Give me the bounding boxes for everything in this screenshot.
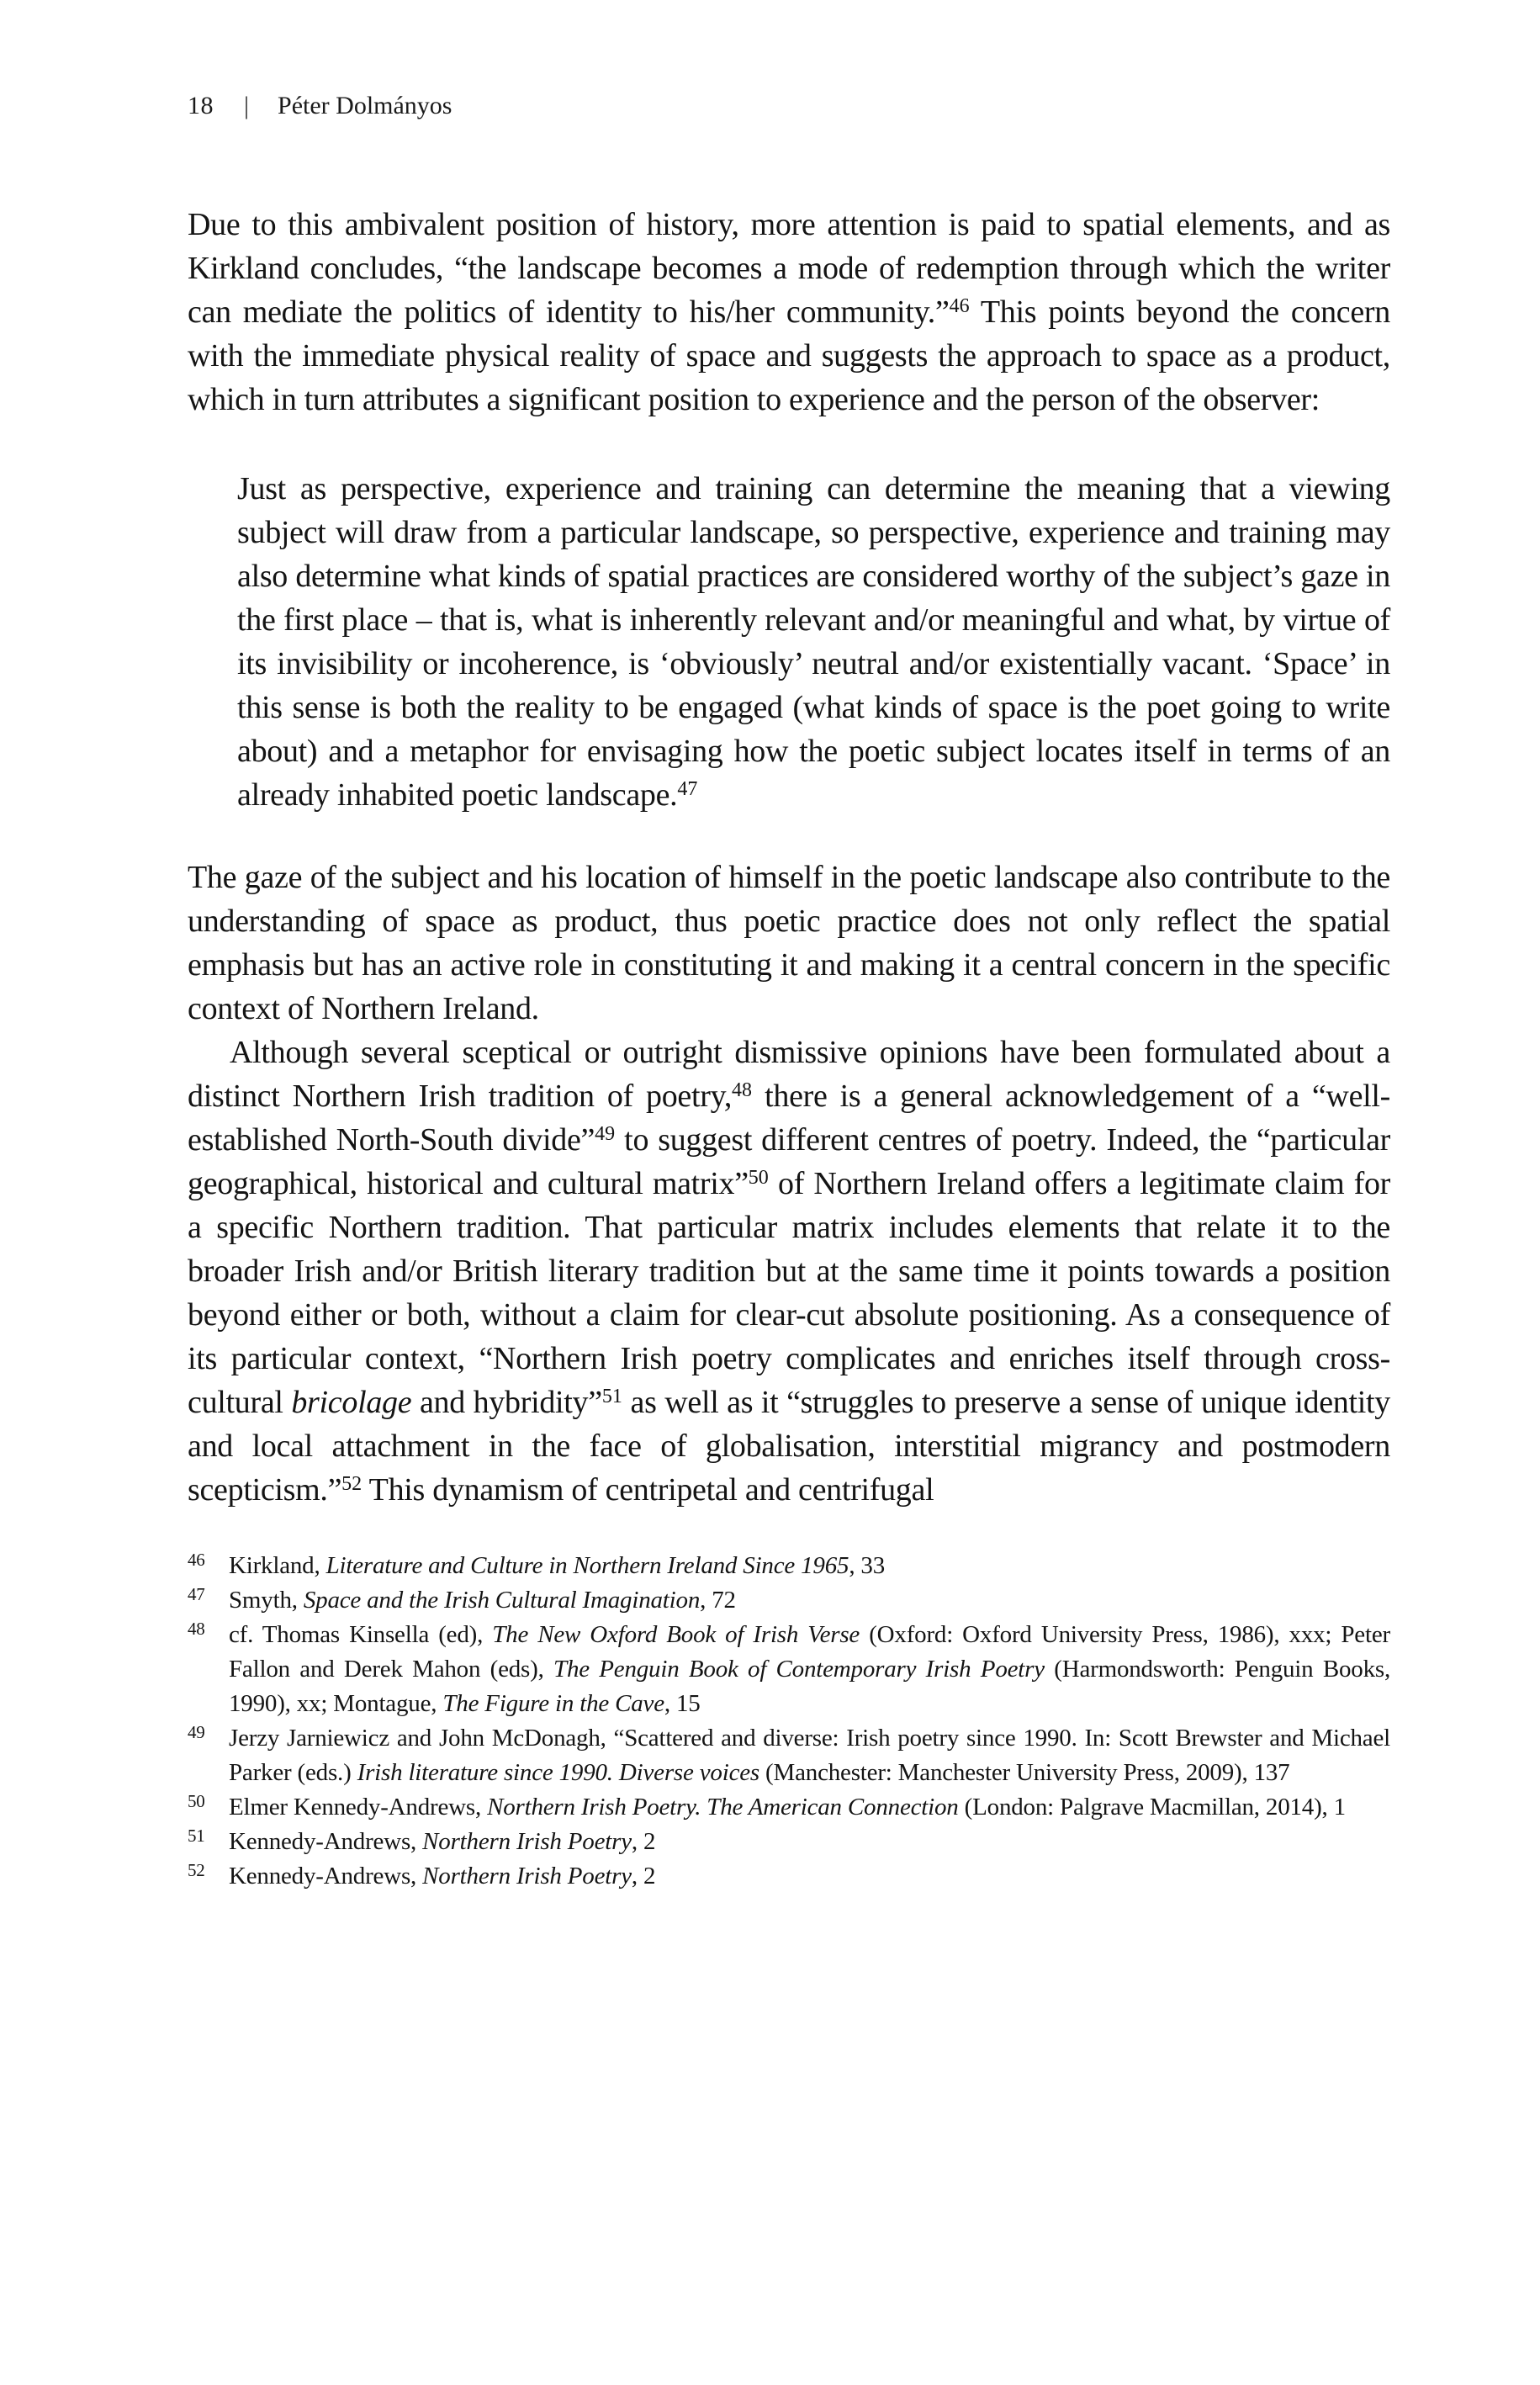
footnote-47 bbox=[188, 1583, 1390, 1618]
paragraph-although bbox=[188, 1031, 1390, 1512]
footnote-segment: cf. Thomas Kinsella (ed), bbox=[229, 1621, 493, 1648]
footnote-ref-51: 51 bbox=[601, 1386, 622, 1408]
footnote-segment: , 15 bbox=[664, 1690, 701, 1717]
footnote-51 bbox=[188, 1825, 1390, 1859]
footnote-segment: Kennedy-Andrews, bbox=[229, 1828, 423, 1855]
paragraph-text: This dynamism of centripetal and centrifugal bbox=[362, 1472, 934, 1508]
footnote-text bbox=[229, 1859, 1390, 1894]
footnote-segment: , 72 bbox=[700, 1587, 736, 1614]
footnote-48 bbox=[188, 1618, 1390, 1721]
header-separator: | bbox=[244, 92, 250, 119]
footnote-title-italic: Literature and Culture in Northern Ireland Since 1965 bbox=[325, 1552, 849, 1579]
footnote-number: 52 bbox=[188, 1860, 205, 1880]
paragraph-intro bbox=[188, 203, 1390, 421]
block-quote bbox=[237, 467, 1390, 817]
footnote-segment: (Harmondsworth: Penguin Books, 1990), xx; Montague, bbox=[229, 1656, 1391, 1717]
footnote-52 bbox=[188, 1859, 1390, 1894]
footnote-segment: (London: Palgrave Macmillan, 2014), 1 bbox=[958, 1794, 1346, 1821]
footnote-ref-49: 49 bbox=[595, 1123, 616, 1146]
paragraph-text: of Northern Ireland offers a legitimate claim for a specific Northern tradition. That particular matrix includes elements that relate it to the broader Irish and/or British literary tradition but at the same time it points towards a position beyond either or both, without a claim for clear-cut absolute positioning. As a consequence of its particular context, “Northern Irish poetry complicates and enriches itself through cross-cultural bbox=[188, 1166, 1390, 1420]
paragraph-text: Although several sceptical or outright dismissive opinions have been formulated about a distinct Northern Irish tradition of poetry, bbox=[188, 1035, 1390, 1114]
paragraph-text: The gaze of the subject and his location of himself in the poetic landscape also contribute to the understanding of space as product, thus poetic practice does not only reflect the spatial emphasis but has an active role in constituting it and making it a central concern in the specific context of Northern Ireland. bbox=[188, 860, 1390, 1026]
footnote-title-italic: The Figure in the Cave bbox=[442, 1690, 664, 1717]
footnote-number: 50 bbox=[188, 1791, 205, 1811]
footnote-text bbox=[229, 1790, 1390, 1825]
footnote-title-italic: The New Oxford Book of Irish Verse bbox=[492, 1621, 860, 1648]
page-number: 18 bbox=[188, 92, 214, 119]
footnote-segment: Kirkland, bbox=[229, 1552, 326, 1579]
footnote-text bbox=[229, 1549, 1390, 1583]
paragraph-text: to suggest different centres of poetry. Indeed, the “particular geographical, historical and cultural matrix” bbox=[188, 1122, 1390, 1201]
footnote-text bbox=[229, 1583, 1390, 1618]
quote-text: Just as perspective, experience and training can determine the meaning that a viewing subject will draw from a particular landscape, so perspective, experience and training may also determine what kinds of spatial practices are considered worthy of the subject’s gaze in the first place – that is, what is inherently relevant and/or meaningful and what, by virtue of its invisibility or incoherence, is ‘obviously’ neutral and/or existentially vacant. ‘Space’ in this sense is both the reality to be engaged (what kinds of space is the poet going to write about) and a metaphor for envisaging how the poetic subject locates itself in terms of an already inhabited poetic landscape. bbox=[237, 471, 1390, 813]
footnote-segment: , 2 bbox=[631, 1863, 656, 1889]
paragraph-text: and hybridity” bbox=[411, 1385, 602, 1420]
footnote-title-italic: Northern Irish Poetry bbox=[422, 1863, 632, 1889]
italic-term-bricolage: bricolage bbox=[291, 1385, 412, 1420]
footnote-ref-50: 50 bbox=[748, 1167, 769, 1190]
footnotes-section bbox=[188, 1549, 1390, 1894]
footnote-title-italic: Space and the Irish Cultural Imagination bbox=[303, 1587, 701, 1614]
footnote-ref-52: 52 bbox=[341, 1473, 363, 1496]
running-header-author: Péter Dolmányos bbox=[278, 92, 452, 119]
paragraph-text: there is a general acknowledgement of a “well-established North-South divide” bbox=[188, 1079, 1391, 1158]
running-header bbox=[188, 89, 1390, 123]
footnote-ref-47: 47 bbox=[677, 778, 698, 801]
footnote-title-italic: Northern Irish Poetry bbox=[422, 1828, 632, 1855]
footnote-number: 46 bbox=[188, 1550, 205, 1570]
footnote-46 bbox=[188, 1549, 1390, 1583]
footnote-segment: (Manchester: Manchester University Press, 2009), 137 bbox=[759, 1759, 1290, 1786]
paragraph-gaze bbox=[188, 856, 1390, 1031]
footnote-number: 48 bbox=[188, 1619, 205, 1639]
footnote-number: 49 bbox=[188, 1722, 205, 1742]
footnote-number: 47 bbox=[188, 1584, 205, 1604]
footnote-number: 51 bbox=[188, 1826, 205, 1846]
footnote-segment: Jerzy Jarniewicz and John McDonagh, “Scattered and diverse: Irish poetry since 1990. In: Scott Brewster and Michael Parker (eds.) bbox=[229, 1725, 1390, 1786]
footnote-ref-48: 48 bbox=[732, 1079, 753, 1102]
footnote-text bbox=[229, 1618, 1390, 1721]
footnote-segment: Elmer Kennedy-Andrews, bbox=[229, 1794, 488, 1821]
footnote-segment: , 2 bbox=[631, 1828, 656, 1855]
paragraph-text: as well as it “struggles to preserve a sense of unique identity and local attachment in the face of globalisation, interstitial migrancy and postmodern scepticism.” bbox=[188, 1385, 1390, 1508]
paragraph-text: Due to this ambivalent position of history, more attention is paid to spatial elements, and as Kirkland concludes, “the landscape becomes a mode of redemption through which the writer can mediate the politics of identity to his/her community.” bbox=[188, 207, 1390, 330]
footnote-segment: Kennedy-Andrews, bbox=[229, 1863, 423, 1889]
footnote-title-italic: Northern Irish Poetry. The American Connection bbox=[487, 1794, 959, 1821]
footnote-text bbox=[229, 1825, 1390, 1859]
footnote-segment: Smyth, bbox=[229, 1587, 304, 1614]
footnote-50 bbox=[188, 1790, 1390, 1825]
footnote-title-italic: Irish literature since 1990. Diverse voices bbox=[357, 1759, 759, 1786]
page-body bbox=[188, 203, 1390, 1512]
footnote-text bbox=[229, 1721, 1390, 1790]
footnote-49 bbox=[188, 1721, 1390, 1790]
footnote-segment: (Oxford: Oxford University Press, 1986), xxx; Peter Fallon and Derek Mahon (eds), bbox=[229, 1621, 1390, 1683]
footnote-title-italic: The Penguin Book of Contemporary Irish Poetry bbox=[553, 1656, 1045, 1683]
paragraph-text: This points beyond the concern with the immediate physical reality of space and suggests the approach to space as a product, which in turn attributes a significant position to experience and the person of the observer: bbox=[188, 294, 1390, 417]
footnote-ref-46: 46 bbox=[949, 295, 970, 318]
footnote-segment: , 33 bbox=[849, 1552, 886, 1579]
